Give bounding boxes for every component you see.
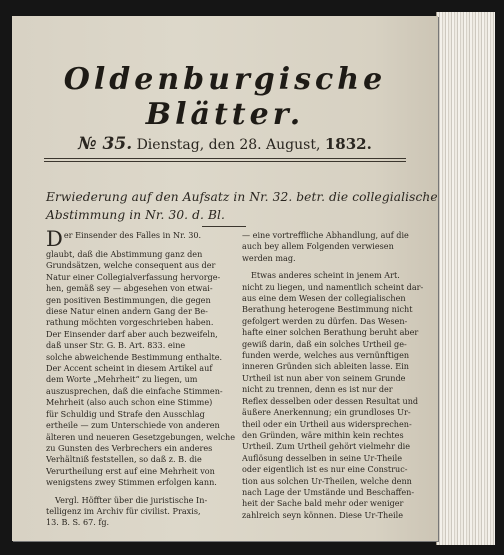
text-line: telligenz im Archiv für civilist. Praxis,: [46, 505, 201, 516]
text-line: ertheile — zum Unterschiede von anderen: [46, 420, 220, 431]
text-line: auch bey allem Folgenden verwiesen: [242, 241, 394, 252]
text-line: nicht zu liegen, und namentlich scheint dar-: [242, 281, 424, 292]
issue-number: № 35.: [78, 134, 133, 154]
text-line: älteren und neueren Gesetzgebungen, welche: [46, 431, 235, 442]
text-line: zahlreich seyn können. Diese Ur-Theile: [242, 509, 403, 520]
text-line: Berathung heterogene Bestimmung nicht: [242, 304, 413, 315]
text-line: theil oder ein Urtheil aus widersprechen-: [242, 418, 412, 429]
text-line: Urtheil ist nun aber von seinem Grunde: [242, 372, 406, 383]
text-line: für Schuldig und Strafe den Ausschlag: [46, 408, 205, 419]
newspaper-page: [12, 16, 438, 541]
text-line: gefolgert werden zu dürfen. Das Wesen-: [242, 315, 408, 326]
text-line: den Gründen, wäre mithin kein rechtes: [242, 429, 404, 440]
text-line: wenigstens zwey Stimmen erfolgen kann.: [46, 477, 217, 488]
text-line: hen, gemäß sey — abgesehen von etwai-: [46, 283, 213, 294]
text-line: inneren Gründen sich ableiten lasse. Ein: [242, 361, 409, 372]
text-line: Grundsätzen, welche consequent aus der: [46, 260, 216, 271]
masthead-title: Oldenburgische Blätter.: [63, 62, 387, 132]
text-line: Auflösung desselben in seine Ur-Theile: [242, 452, 403, 463]
text-line: diese Natur einen andern Gang der Be-: [46, 306, 208, 317]
left-column: [46, 230, 238, 529]
text-line: nicht zu trennen, denn es ist nur der: [242, 384, 393, 395]
text-line: Reflex desselben oder dessen Resultat und: [242, 395, 419, 406]
text-line: tion aus solchen Ur-Theilen, welche denn: [242, 475, 412, 486]
right-column: [242, 230, 434, 521]
text-line: äußere Anerkennung; ein grundloses Ur-: [242, 407, 411, 418]
issue-date: Dienstag, den 28. August,: [136, 137, 321, 153]
text-line: Mehrheit (also auch schon eine Stimme): [46, 397, 213, 408]
page-stack-edge: [436, 12, 495, 545]
text-line: Etwas anderes scheint in jenem Art.: [251, 270, 400, 281]
text-line: hafte einer solchen Berathung beruht aber: [242, 327, 419, 338]
header-rule-double: [44, 161, 406, 162]
text-line: rathung möchten vorgeschrieben haben.: [46, 317, 214, 328]
text-line: gen positiven Bestimmungen, die gegen: [46, 294, 211, 305]
text-line: — eine vortreffliche Abhandlung, auf die: [242, 230, 409, 240]
text-line: nach Lage der Umstände und Beschaffen-: [242, 486, 415, 497]
text-line: dem Worte „Mehrheit“ zu liegen, um: [46, 374, 198, 385]
title-rule: [202, 226, 246, 227]
text-line: oder eigentlich ist es nur eine Construc-: [242, 464, 408, 475]
article-title-line: Erwiederung auf den Aufsatz in Nr. 32. betr. die collegialische: [46, 190, 438, 204]
text-line: glaubt, daß die Abstimmung ganz den: [46, 249, 203, 259]
text-line: Vergl. Höffter über die juristische In-: [55, 494, 208, 505]
text-line: Natur einer Collegialverfassung hervorge-: [46, 271, 221, 282]
article-title: [46, 188, 438, 224]
text-line: auszusprechen, daß die einfache Stimmen-: [46, 385, 223, 396]
text-line: Der Einsender darf aber auch bezweifeln,: [46, 328, 218, 339]
issue-line: [12, 134, 438, 154]
text-line: 13. B. S. 67. fg.: [46, 517, 110, 528]
article-title-line: Abstimmung in Nr. 30. d. Bl.: [46, 208, 225, 222]
text-line: Der Accent scheint in diesem Artikel auf: [46, 363, 213, 374]
text-line: Urtheil. Zum Urtheil gehört vielmehr die: [242, 441, 411, 452]
text-line: Verurtheilung erst auf eine Mehrheit von: [46, 465, 215, 476]
header-rule: [44, 158, 406, 159]
text-line: zu Gunsten des Verbrechers ein anderes: [46, 442, 213, 453]
text-line: heit der Sache bald mehr oder weniger: [242, 498, 404, 509]
text-line: werden mag.: [242, 252, 296, 263]
issue-year: 1832.: [324, 135, 372, 153]
text-line: gewiß darin, daß ein solches Urtheil ge-: [242, 338, 407, 349]
text-line: solche abweichende Bestimmung enthalte.: [46, 351, 223, 362]
text-line: daß unser Str. G. B. Art. 833. eine: [46, 340, 186, 351]
text-line: Verhältniß feststellen, so daß z. B. die: [46, 454, 202, 465]
text-line: Der Einsender des Falles in Nr. 30.: [46, 230, 202, 249]
text-line: funden werde, welches aus vernünftigen: [242, 350, 410, 361]
text-line: aus eine dem Wesen der collegialischen: [242, 293, 406, 304]
